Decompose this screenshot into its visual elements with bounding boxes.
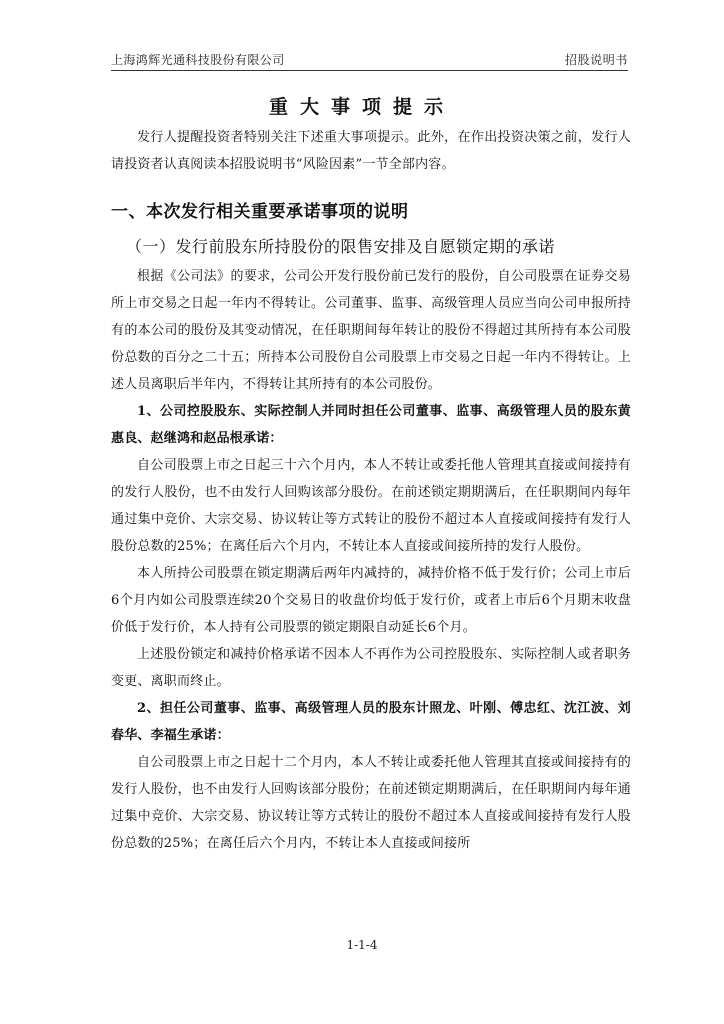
item1-paragraph-continuity: 上述股份锁定和减持价格承诺不因本人不再作为公司控股股东、实际控制人或者职务变更、离职而终止。 bbox=[111, 647, 631, 689]
item1-paragraph-reduction: 本人所持公司股票在锁定期满后两年内减持的，减持价格不低于发行价；公司上市后6个月内如公司股票连续20个交易日的收盘价均低于发行价，或者上市后6个月期末收盘价低于发行价，本人持有公司股票的锁定期限自动延长6个月。 bbox=[111, 566, 631, 635]
item1-heading: 1、公司控股股东、实际控制人并同时担任公司董事、监事、高级管理人员的股东黄惠良、赵继鸿和赵品根承诺： bbox=[111, 404, 631, 446]
page-header bbox=[111, 50, 628, 71]
item2-heading: 2、担任公司董事、监事、高级管理人员的股东计照龙、叶刚、傅忠红、沈江波、刘春华、李福生承诺： bbox=[111, 701, 631, 743]
item1-paragraph-lockup: 自公司股票上市之日起三十六个月内，本人不转让或委托他人管理其直接或间接持有的发行人股份，也不由发行人回购该部分股份。在前述锁定期期满后，在任职期间内每年通过集中竞价、大宗交易、协议转让等方式转让的股份不超过本人直接或间接持有发行人股份总数的25%；在离任后六个月内，不转让本人直接或间接所持的发行人股份。 bbox=[111, 458, 631, 554]
paragraph-company-law: 根据《公司法》的要求，公司公开发行股份前已发行的股份，自公司股票在证券交易所上市交易之日起一年内不得转让。公司董事、监事、高级管理人员应当向公司申报所持有的本公司的股份及其变动情况，在任职期间每年转让的股份不得超过其所持有本公司股份总数的百分之二十五；所持本公司股份自公司股票上市交易之日起一年内不得转让。上述人员离职后半年内，不得转让其所持有的本公司股份。 bbox=[111, 269, 631, 392]
page-number: 1-1-4 bbox=[346, 938, 378, 952]
section-content bbox=[111, 263, 631, 857]
item2-paragraph-lockup: 自公司股票上市之日起十二个月内，本人不转让或委托他人管理其直接或间接持有的发行人股份，也不由发行人回购该部分股份；在前述锁定期期满后，在任职期间内每年通过集中竞价、大宗交易、协议转让等方式转让的股份不超过本人直接或间接持有发行人股份总数的25%；在离任后六个月内，不转让本人直接或间接所 bbox=[111, 755, 631, 851]
intro-block bbox=[111, 124, 631, 178]
subsection-heading: （一）发行前股东所持股份的限售安排及自愿锁定期的承诺 bbox=[126, 237, 556, 256]
intro-paragraph: 发行人提醒投资者特别关注下述重大事项提示。此外，在作出投资决策之前，发行人请投资者认真阅读本招股说明书“风险因素”一节全部内容。 bbox=[111, 130, 631, 172]
page-title: 重大事项提示 bbox=[268, 96, 455, 118]
header-company-name: 上海鸿辉光通科技股份有限公司 bbox=[111, 53, 285, 67]
header-document-type: 招股说明书 bbox=[564, 53, 628, 67]
section-heading: 一、本次发行相关重要承诺事项的说明 bbox=[111, 202, 409, 222]
